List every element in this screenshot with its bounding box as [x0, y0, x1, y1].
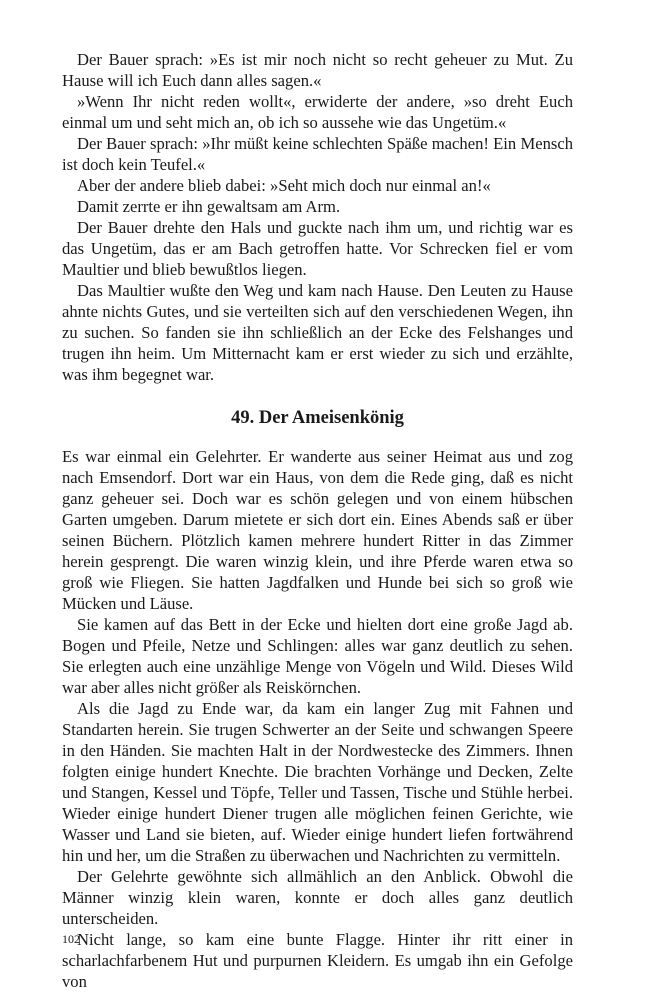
paragraph: Nicht lange, so kam eine bunte Flagge. Hinter ihr ritt einer in scharlachfarbenem Hut und purpurnen Kleidern. Es umgab ihn ein Gefolge von [62, 930, 573, 991]
paragraph: Sie kamen auf das Bett in der Ecke und hielten dort eine große Jagd ab. Bogen und Pfeile, Netze und Schlingen: alles war ganz deutlich zu sehen. Sie erlegten auch eine unzählige Menge von Vögeln und Wild. Dieses Wild war aber alles nicht größer als Reiskörnchen. [62, 615, 573, 697]
paragraph: Der Gelehrte gewöhnte sich allmählich an den Anblick. Obwohl die Männer winzig klein waren, konnte er doch alles ganz deutlich unterscheiden. [62, 867, 573, 928]
paragraph: Damit zerrte er ihn gewaltsam am Arm. [77, 197, 341, 216]
paragraph: Das Maultier wußte den Weg und kam nach Hause. Den Leuten zu Hause ahnte nichts Gutes, und sie verteilten sich auf den verschiedenen Wegen, ihn zu suchen. So fanden sie ihn schließlich an der Ecke des Felshanges und trugen ihn heim. Um Mitternacht kam er erst wieder zu sich und erzählte, was ihm begegnet war. [62, 281, 573, 384]
paragraph: Der Bauer sprach: »Ihr müßt keine schlechten Späße machen! Ein Mensch ist doch kein Teufel.« [62, 134, 573, 174]
paragraph: »Wenn Ihr nicht reden wollt«, erwiderte der andere, »so dreht Euch einmal um und seht mich an, ob ich so aussehe wie das Ungetüm.« [62, 92, 573, 132]
paragraph: Der Bauer sprach: »Es ist mir noch nicht so recht geheuer zu Mut. Zu Hause will ich Euch dann alles sagen.« [62, 50, 573, 90]
paragraph: Aber der andere blieb dabei: »Seht mich doch nur einmal an!« [77, 176, 491, 195]
paragraph: Es war einmal ein Gelehrter. Er wanderte aus seiner Heimat aus und zog nach Emsendorf. Dort war ein Haus, von dem die Rede ging, daß es nicht ganz geheuer sei. Doch war es schön gelegen und von einem hübschen Garten umgeben. Darum mietete er sich dort ein. Eines Abends saß er über seinen Büchern. Plötzlich kamen mehrere hundert Ritter in das Zimmer herein gesprengt. Die waren winzig klein, und ihre Pferde waren etwa so groß wie Fliegen. Sie hatten Jagdfalken und Hunde bei sich so groß wie Mücken und Läuse. [62, 447, 573, 613]
page-number: 102 [62, 932, 80, 946]
paragraph: Als die Jagd zu Ende war, da kam ein langer Zug mit Fahnen und Standarten herein. Sie trugen Schwerter an der Seite und schwangen Speere in den Händen. Sie machten Halt in der Nordwestecke des Zimmers. Ihnen folgten einige hundert Knechte. Die brachten Vorhänge und Decken, Zelte und Stangen, Kessel und Töpfe, Teller und Tassen, Tische und Stühle herbei. Wieder einige hundert Diener trugen alle möglichen feinen Gerichte, wie Wasser und Land sie bieten, auf. Wieder einige hundert liefen fortwährend hin und her, um die Straßen zu überwachen und Nachrichten zu vermitteln. [62, 699, 573, 865]
book-page [62, 49, 573, 992]
paragraph: Der Bauer drehte den Hals und guckte nach ihm um, und richtig war es das Ungetüm, das er am Bach getroffen hatte. Vor Schrecken fiel er vom Maultier und blieb bewußtlos liegen. [62, 218, 573, 279]
chapter-heading: 49. Der Ameisenkönig [231, 408, 404, 428]
